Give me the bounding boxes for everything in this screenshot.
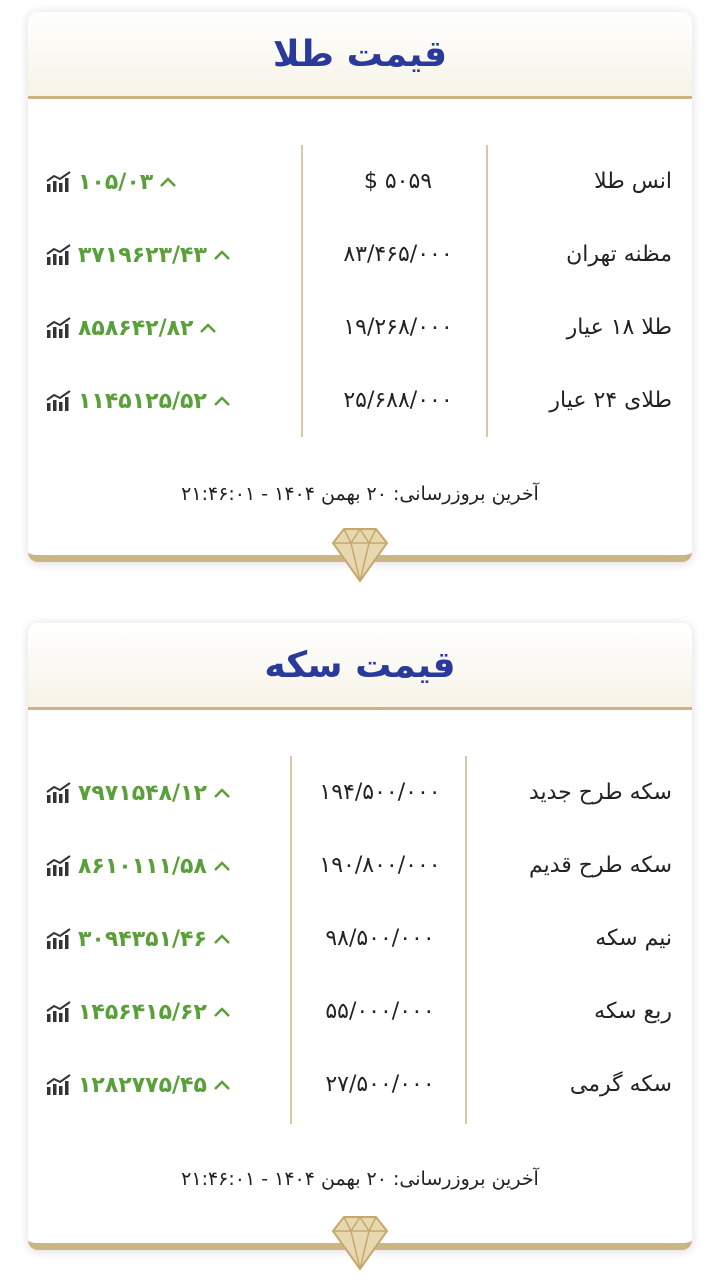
coin-card-title: قیمت سکه	[264, 644, 456, 686]
coin-item-name: سکه گرمی	[569, 1072, 672, 1097]
coin-item-name: نیم سکه	[595, 926, 672, 951]
coin-item-change	[46, 773, 231, 813]
coin-item-price: ۹۸/۵۰۰/۰۰۰	[325, 926, 435, 951]
coin-item-price: ۵۵/۰۰۰/۰۰۰	[325, 999, 435, 1024]
coin-item-name: سکه طرح قدیم	[528, 853, 672, 878]
gold-card-title: قیمت طلا	[272, 33, 448, 75]
bar-chart-icon[interactable]	[46, 244, 72, 266]
coin-item-price: ۲۷/۵۰۰/۰۰۰	[325, 1072, 435, 1097]
gold-item-price: ۱۹/۲۶۸/۰۰۰	[343, 315, 453, 340]
gold-item-name: انس طلا	[594, 169, 672, 194]
change-value: ۱۴۵۶۴۱۵/۶۲	[78, 999, 207, 1025]
gold-last-update: آخرین بروزرسانی: ۲۰ بهمن ۱۴۰۴ - ۲۱:۴۶:۰۱	[181, 483, 539, 505]
change-value: ۸۶۱۰۱۱۱/۵۸	[78, 853, 207, 879]
gold-item-name: مظنه تهران	[566, 242, 672, 267]
change-value: ۱۲۸۲۷۷۵/۴۵	[78, 1072, 207, 1098]
arrow-up-icon	[213, 1079, 231, 1091]
coin-price-card	[28, 623, 692, 1250]
coin-item-name: ربع سکه	[594, 999, 672, 1024]
arrow-up-icon	[213, 249, 231, 261]
gold-item-price: ۸۳/۴۶۵/۰۰۰	[343, 242, 453, 267]
diamond-icon	[331, 1213, 389, 1271]
arrow-up-icon	[213, 1006, 231, 1018]
coin-last-update: آخرین بروزرسانی: ۲۰ بهمن ۱۴۰۴ - ۲۱:۴۶:۰۱	[181, 1168, 539, 1190]
gold-item-name: طلا ۱۸ عیار	[566, 315, 672, 340]
coin-item-price: ۱۹۰/۸۰۰/۰۰۰	[319, 853, 441, 878]
gold-row-18k	[28, 308, 692, 348]
gold-price-card	[28, 12, 692, 562]
gold-card-header	[28, 12, 692, 99]
coin-item-name: سکه طرح جدید	[528, 780, 672, 805]
gold-row-ounce	[28, 162, 692, 202]
coin-row-grami	[28, 1065, 692, 1105]
change-value: ۱۰۵/۰۳	[78, 169, 154, 195]
coin-row-old	[28, 846, 692, 886]
change-value: ۷۹۷۱۵۴۸/۱۲	[78, 780, 207, 806]
arrow-up-icon	[213, 395, 231, 407]
coin-item-change	[46, 1065, 231, 1105]
bar-chart-icon[interactable]	[46, 390, 72, 412]
arrow-up-icon	[213, 860, 231, 872]
coin-row-new	[28, 773, 692, 813]
change-value: ۳۰۹۴۳۵۱/۴۶	[78, 926, 207, 952]
coin-card-header	[28, 623, 692, 710]
change-value: ۱۱۴۵۱۲۵/۵۲	[78, 388, 207, 414]
bar-chart-icon[interactable]	[46, 928, 72, 950]
diamond-icon	[331, 525, 389, 583]
change-value: ۸۵۸۶۴۲/۸۲	[78, 315, 194, 341]
coin-item-change	[46, 846, 231, 886]
arrow-up-icon	[199, 322, 217, 334]
bar-chart-icon[interactable]	[46, 1001, 72, 1023]
arrow-up-icon	[159, 176, 177, 188]
coin-row-quarter	[28, 992, 692, 1032]
gold-item-name: طلای ۲۴ عیار	[549, 388, 672, 413]
coin-item-change	[46, 919, 231, 959]
bar-chart-icon[interactable]	[46, 317, 72, 339]
gold-item-price: ۵۰۵۹ $	[363, 169, 433, 194]
arrow-up-icon	[213, 933, 231, 945]
coin-item-change	[46, 992, 231, 1032]
gold-item-change	[46, 235, 231, 275]
change-value: ۳۷۱۹۶۲۳/۴۳	[78, 242, 207, 268]
arrow-up-icon	[213, 787, 231, 799]
bar-chart-icon[interactable]	[46, 782, 72, 804]
gold-item-change	[46, 308, 217, 348]
gold-row-24k	[28, 381, 692, 421]
coin-item-price: ۱۹۴/۵۰۰/۰۰۰	[319, 780, 441, 805]
gold-row-tehran	[28, 235, 692, 275]
bar-chart-icon[interactable]	[46, 1074, 72, 1096]
bar-chart-icon[interactable]	[46, 171, 72, 193]
gold-item-change	[46, 381, 231, 421]
gold-item-change	[46, 162, 177, 202]
bar-chart-icon[interactable]	[46, 855, 72, 877]
coin-row-half	[28, 919, 692, 959]
gold-item-price: ۲۵/۶۸۸/۰۰۰	[343, 388, 453, 413]
